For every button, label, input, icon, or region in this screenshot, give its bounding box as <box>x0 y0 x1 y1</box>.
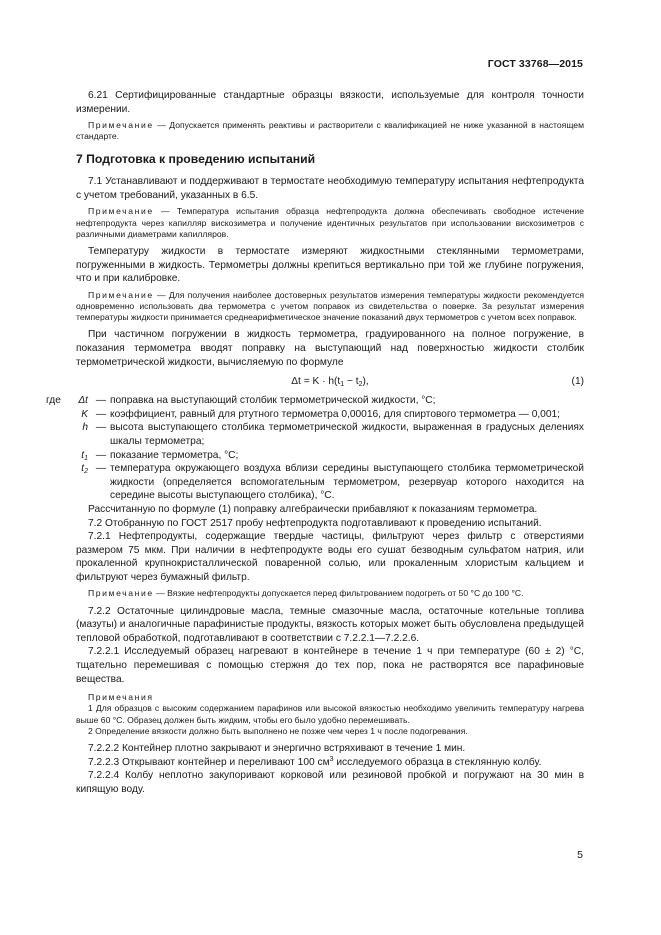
formula-legend <box>46 394 584 503</box>
clause-7-2: 7.2 Отобранную по ГОСТ 2517 пробу нефтепродукта подготавливают к проведению испытаний. <box>88 517 542 529</box>
clause-7-2-1: 7.2.1 Нефтепродукты, содержащие твердые частицы, фильтруют через фильтр с отверстиями размером 75 мкм. При наличии в нефтепродукте воды его сушат безводным сульфатом натрия, или прокаленной крупнокристаллической поваренной солью, или прокаленным хлористым кальцием и фильтруют через бумажный фильтр. <box>76 531 584 583</box>
note-label: Примечание <box>88 120 154 131</box>
formula-1 <box>76 372 584 394</box>
legend-row <box>46 394 584 408</box>
clause-6-21: 6.21 Сертифицированные стандартные образцы вязкости, используемые для контроля точности измерении. <box>76 90 584 115</box>
clause-7-1: 7.1 Устанавливают и поддерживают в термостате необходимую температуру испытания нефтепродукта с учетом требований, указанных в 6.5. <box>76 176 584 201</box>
formula-expression <box>76 375 584 389</box>
legend-symbol: $t_2$ <box>81 463 88 476</box>
legend-row <box>46 421 584 448</box>
clause-7-2-2-2: 7.2.2.2 Контейнер плотно закрывают и энергично встряхивают в течение 1 мин. <box>88 743 466 755</box>
legend-text: температура окружающего воздуха вблизи середины выступающего столбика термометрической жидкости (определяется вспомогательным термометром, резервуар которого находится на середине высоты выступающего столбика), °С. <box>110 463 584 502</box>
legend-symbol: Δt <box>78 395 88 407</box>
legend-symbol: $t_1$ <box>81 449 88 462</box>
note-7-1-b <box>76 290 584 324</box>
note-text: — Температура испытания образца нефтепродукта должна обеспечивать свободное истечение нефтепродукта через капилляр вискозиметра и получение идентичных результатов при использовании вискозиметров с различными диаметрами капилляров. <box>76 206 584 239</box>
clause-7-2-2-1: 7.2.2.1 Исследуемый образец нагревают в контейнере в течение 1 ч при температуре (60 ± 2) °С, тщательно перемешивая с помощью стержня до тех пор, пока не растворятся все парафиновые вещества. <box>76 646 584 685</box>
note-7-2-1 <box>76 588 584 599</box>
legend-row <box>46 462 584 503</box>
notes-block <box>76 692 584 737</box>
standard-header: ГОСТ 33768—2015 <box>487 58 583 70</box>
formula-rhs: ), <box>362 376 369 388</box>
legend-dash: — <box>95 408 107 420</box>
legend-text: коэффициент, равный для ртутного термометра 0,00016, для спиртового термометра — 0,001; <box>110 408 561 420</box>
formula-sub2: 2 <box>358 381 363 389</box>
clause-7-2-2-3: 7.2.2.3 Открывают контейнер и переливают 100 $см^3$ исследуемого образца в стеклянную колбу. <box>88 755 542 768</box>
formula-sub1: 1 <box>340 381 345 389</box>
note-2: 2 Определение вязкости должно быть выполнено не позже чем через 1 ч после подогревания. <box>88 725 468 736</box>
clause-7-2-2: 7.2.2 Остаточные цилиндровые масла, темные смазочные масла, остаточные котельные топлива (мазуты) и аналогичные парафинистые продукты, вязкость которых может быть обусловлена предыдущей тепловой обработкой, подготавливают в соответствии с 7.2.2.1—7.2.2.6. <box>76 605 584 644</box>
paragraph-correction: При частичном погружении в жидкость термометра, градуированного на полное погружение, в показания термометра вводят поправку на выступающий над поверхностью жидкости столбик термометрической жидкости, вычисляемую по формуле <box>76 329 584 368</box>
legend-symbol: K <box>81 408 88 420</box>
notes-label: Примечания <box>88 692 154 703</box>
paragraph-after-formula: Рассчитанную по формуле (1) поправку алгебраически прибавляют к показаниям термометра. <box>88 503 538 515</box>
note-label: Примечание <box>88 588 154 599</box>
note-6-21 <box>76 120 584 142</box>
legend-text: показание термометра, °С; <box>110 449 239 461</box>
legend-dash: — <box>95 449 107 461</box>
legend-row <box>46 408 584 422</box>
note-label: Примечание <box>88 289 154 300</box>
note-7-1-a <box>76 206 584 240</box>
legend-dash: — <box>95 463 107 475</box>
legend-dash: — <box>95 422 107 434</box>
legend-dash: — <box>95 395 107 407</box>
paragraph-thermometers: Температуру жидкости в термостате измеряют жидкостными стеклянными термометрами, погруженными в жидкость. Термометры должны крепиться вертикально при той же глубине погружения, что и при калибровке. <box>76 245 584 285</box>
legend-row <box>46 449 584 463</box>
clause-7-2-2-4: 7.2.2.4 Колбу неплотно закупоривают корковой или резиновой пробкой и погружают на 30 мин в кипящую воду. <box>76 770 584 795</box>
note-1: 1 Для образцов с высоким содержанием парафинов или высокой вязкостью необходимо увеличить температуру нагрева выше 60 °С. Образец должен быть жидким, чтобы его было удобно перемешивать. <box>76 703 584 725</box>
formula-number: (1) <box>571 376 584 388</box>
note-text: — Вязкие нефтепродукты допускается перед фильтрованием подогреть от 50 °С до 100 °С. <box>153 588 524 599</box>
legend-text: высота выступающего столбика термометрической жидкости, выраженная в градусных делениях шкалы термометра; <box>110 422 584 447</box>
note-text: — Для получения наиболее достоверных результатов измерения температуры жидкости рекомендуется одновременно использовать два термометра с учетом поправок из свидетельства о поверке. За результат измерения температуры жидкости принимается среднеарифметическое значение показаний двух термометров с учетом всех поправок. <box>76 289 584 323</box>
section-7-heading: 7 Подготовка к проведению испытаний <box>76 151 316 166</box>
legend-symbol: h <box>82 422 88 434</box>
note-text: — Допускается применять реактивы и растворители с квалификацией не ниже указанной в настоящем стандарте. <box>76 120 584 142</box>
legend-where: где <box>46 395 61 407</box>
page-content <box>46 89 584 796</box>
page-number: 5 <box>577 849 583 861</box>
note-label: Примечание <box>88 206 154 217</box>
formula-mid: − t <box>344 376 359 388</box>
legend-text: поправка на выступающий столбик термометрической жидкости, °С; <box>110 395 436 407</box>
formula-lhs: Δt = K · h(t <box>291 376 341 388</box>
